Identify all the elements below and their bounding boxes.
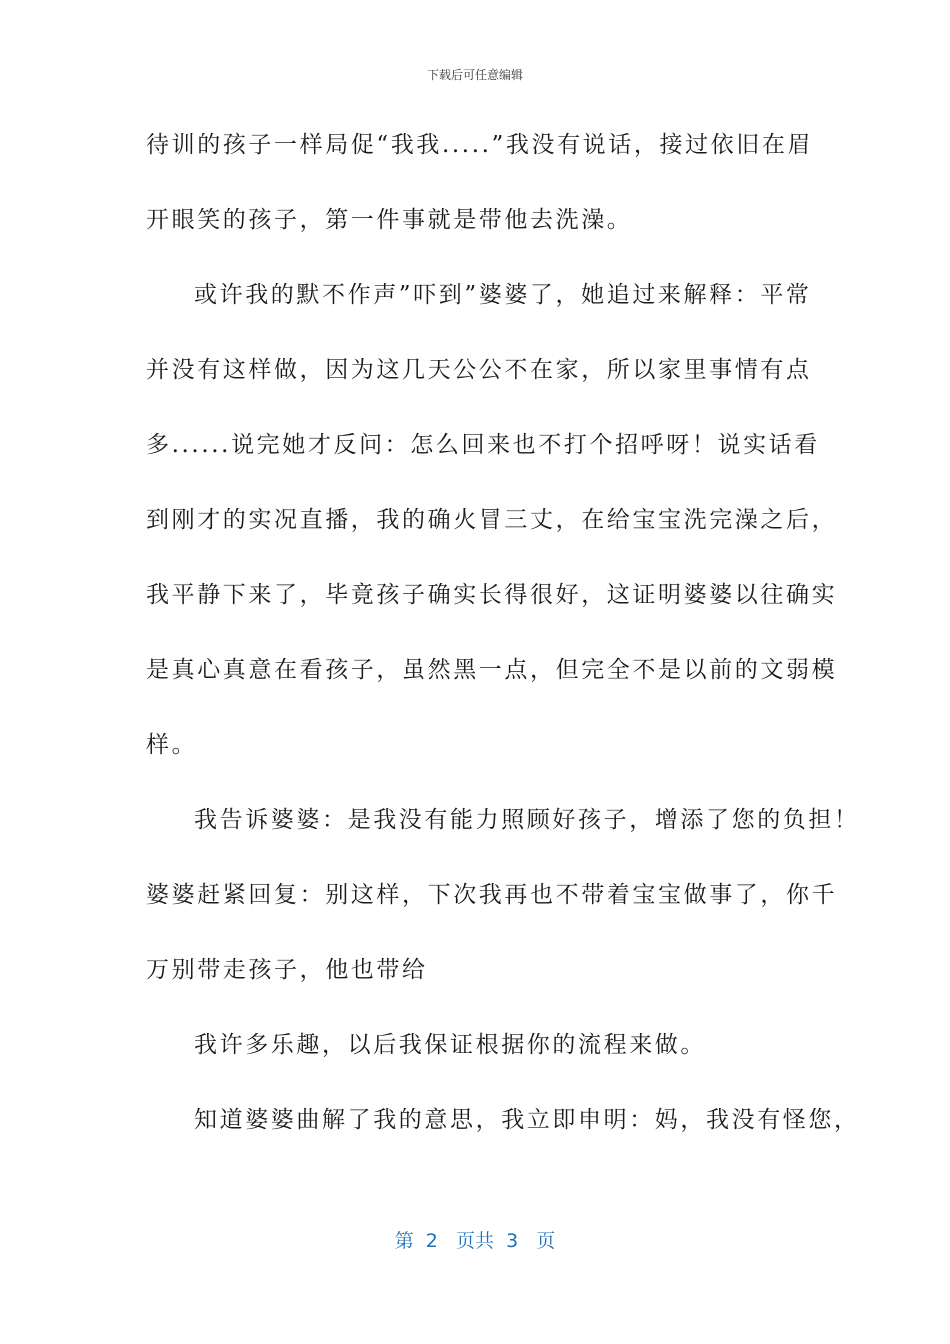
body-line-6: 到刚才的实况直播，我的确火冒三丈，在给宝宝洗完澡之后，: [146, 507, 838, 533]
body-line-12: 万别带走孩子，他也带给: [146, 957, 428, 983]
body-line-9: 样。: [146, 732, 198, 758]
body-line-8: 是真心真意在看孩子，虽然黑一点，但完全不是以前的文弱模: [146, 657, 838, 683]
body-line-13: 我许多乐趣，以后我保证根据你的流程来做。: [194, 1032, 706, 1058]
body-line-4: 并没有这样做，因为这几天公公不在家，所以家里事情有点: [146, 357, 812, 383]
body-line-7: 我平静下来了，毕竟孩子确实长得很好，这证明婆婆以往确实: [146, 582, 838, 608]
body-line-1: 待训的孩子一样局促“我我.....”我没有说话，接过依旧在眉: [146, 132, 814, 158]
body-line-3: 或许我的默不作声”吓到”婆婆了，她追过来解释：平常: [194, 282, 812, 308]
page-number: 第 2 页共 3 页: [394, 1230, 556, 1252]
body-line-11: 婆婆赶紧回复：别这样，下次我再也不带着宝宝做事了，你千: [146, 882, 838, 908]
body-line-2: 开眼笑的孩子，第一件事就是带他去洗澡。: [146, 207, 633, 233]
body-line-10: 我告诉婆婆：是我没有能力照顾好孩子，增添了您的负担！: [194, 807, 860, 833]
page-header: 下载后可任意编辑: [426, 68, 523, 82]
body-line-5: 多......说完她才反问：怎么回来也不打个招呼呀！说实话看: [146, 432, 820, 458]
body-line-14: 知道婆婆曲解了我的意思，我立即申明：妈，我没有怪您，: [194, 1107, 860, 1133]
